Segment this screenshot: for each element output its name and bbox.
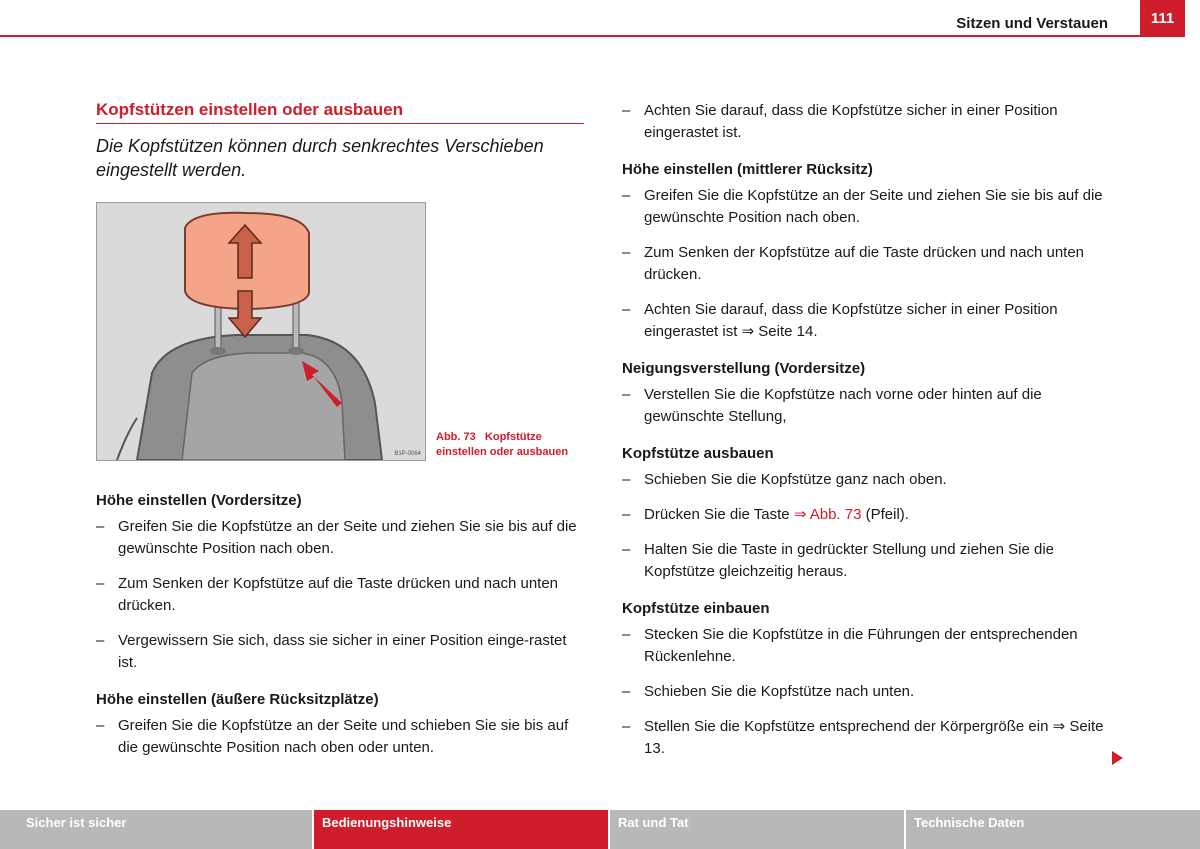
headrest-image bbox=[97, 203, 425, 460]
right-column bbox=[622, 100, 1110, 760]
next-page-arrow-icon[interactable] bbox=[1112, 751, 1123, 765]
list-item: – Vergewissern Sie sich, dass sie sicher in einer Position einge-rastet ist. bbox=[96, 632, 567, 671]
list-item: – Greifen Sie die Kopfstütze an der Seite und schieben Sie sie bis auf die gewünschte Position nach oben oder unten. bbox=[96, 717, 569, 756]
tab-bedienungshinweise[interactable]: Bedienungshinweise bbox=[314, 810, 610, 849]
list-item: – Achten Sie darauf, dass die Kopfstütze sicher in einer Position eingerastet ist ⇒ Seite 14. bbox=[622, 301, 1058, 340]
figure-caption-number: Abb. 73 bbox=[436, 431, 476, 443]
footer-tabs bbox=[0, 810, 1200, 849]
tab-sicher-ist-sicher[interactable]: Sicher ist sicher bbox=[0, 810, 314, 849]
subheading: Kopfstütze einbauen bbox=[622, 600, 770, 617]
subheading: Höhe einstellen (mittlerer Rücksitz) bbox=[622, 161, 873, 178]
intro-text: Die Kopfstützen können durch senkrechtes Verschieben eingestellt werden. bbox=[96, 136, 544, 180]
list-item: – Greifen Sie die Kopfstütze an der Seite und ziehen Sie sie bis auf die gewünschte Position nach oben. bbox=[96, 518, 577, 557]
tab-technische-daten[interactable]: Technische Daten bbox=[906, 810, 1200, 849]
section-heading: Kopfstützen einstellen oder ausbauen bbox=[96, 100, 584, 124]
subheading: Höhe einstellen (Vordersitze) bbox=[96, 492, 302, 509]
list-item: – Zum Senken der Kopfstütze auf die Taste drücken und nach unten drücken. bbox=[96, 575, 559, 614]
list-item: – Verstellen Sie die Kopfstütze nach vorne oder hinten auf die gewünschte Stellung, bbox=[622, 386, 1042, 425]
figure-code: B1P-0064 bbox=[394, 451, 421, 457]
section-aeussere-ruecksitze bbox=[96, 691, 584, 759]
subheading: Kopfstütze ausbauen bbox=[622, 445, 774, 462]
list-item: – Stellen Sie die Kopfstütze entsprechend der Körpergröße ein ⇒ Seite 13. bbox=[622, 718, 1104, 757]
left-column bbox=[96, 100, 584, 759]
list-item: – Schieben Sie die Kopfstütze nach unten. bbox=[622, 683, 915, 700]
headrest-illustration bbox=[96, 202, 426, 461]
list-item: – Schieben Sie die Kopfstütze ganz nach oben. bbox=[622, 471, 947, 488]
section-vordersitze bbox=[96, 492, 584, 674]
list-item: – Achten Sie darauf, dass die Kopfstütze sicher in einer Position eingerastet ist. bbox=[622, 102, 1058, 141]
tab-rat-und-tat[interactable]: Rat und Tat bbox=[610, 810, 906, 849]
subheading: Höhe einstellen (äußere Rücksitzplätze) bbox=[96, 691, 379, 708]
list-item: – Stecken Sie die Kopfstütze in die Führungen der entsprechenden Rückenlehne. bbox=[622, 626, 1078, 665]
subheading: Neigungsverstellung (Vordersitze) bbox=[622, 360, 866, 377]
header-rule bbox=[0, 35, 1140, 37]
figure-caption bbox=[436, 430, 586, 460]
page-reference-link[interactable]: ⇒ Seite 14 bbox=[741, 323, 814, 340]
page-number: 111 bbox=[1140, 0, 1185, 37]
figure-caption-text: Kopfstütze einstellen oder ausbauen bbox=[436, 431, 569, 458]
page-reference-link[interactable]: ⇒ Seite 13 bbox=[644, 718, 1104, 757]
list-item: – Greifen Sie die Kopfstütze an der Seite und ziehen Sie sie bis auf die gewünschte Position nach oben. bbox=[622, 187, 1103, 226]
list-item: – Zum Senken der Kopfstütze auf die Taste drücken und nach unten drücken. bbox=[622, 244, 1085, 283]
figure-73 bbox=[96, 202, 584, 462]
chapter-title: Sitzen und Verstauen bbox=[956, 15, 1108, 32]
figure-reference-link[interactable]: ⇒ Abb. 73 bbox=[793, 506, 862, 523]
list-item: – Halten Sie die Taste in gedrückter Stellung und ziehen Sie die Kopfstütze gleichzeitig heraus. bbox=[622, 541, 1054, 580]
list-item: – Drücken Sie die Taste ⇒ Abb. 73 (Pfeil). bbox=[622, 506, 909, 523]
